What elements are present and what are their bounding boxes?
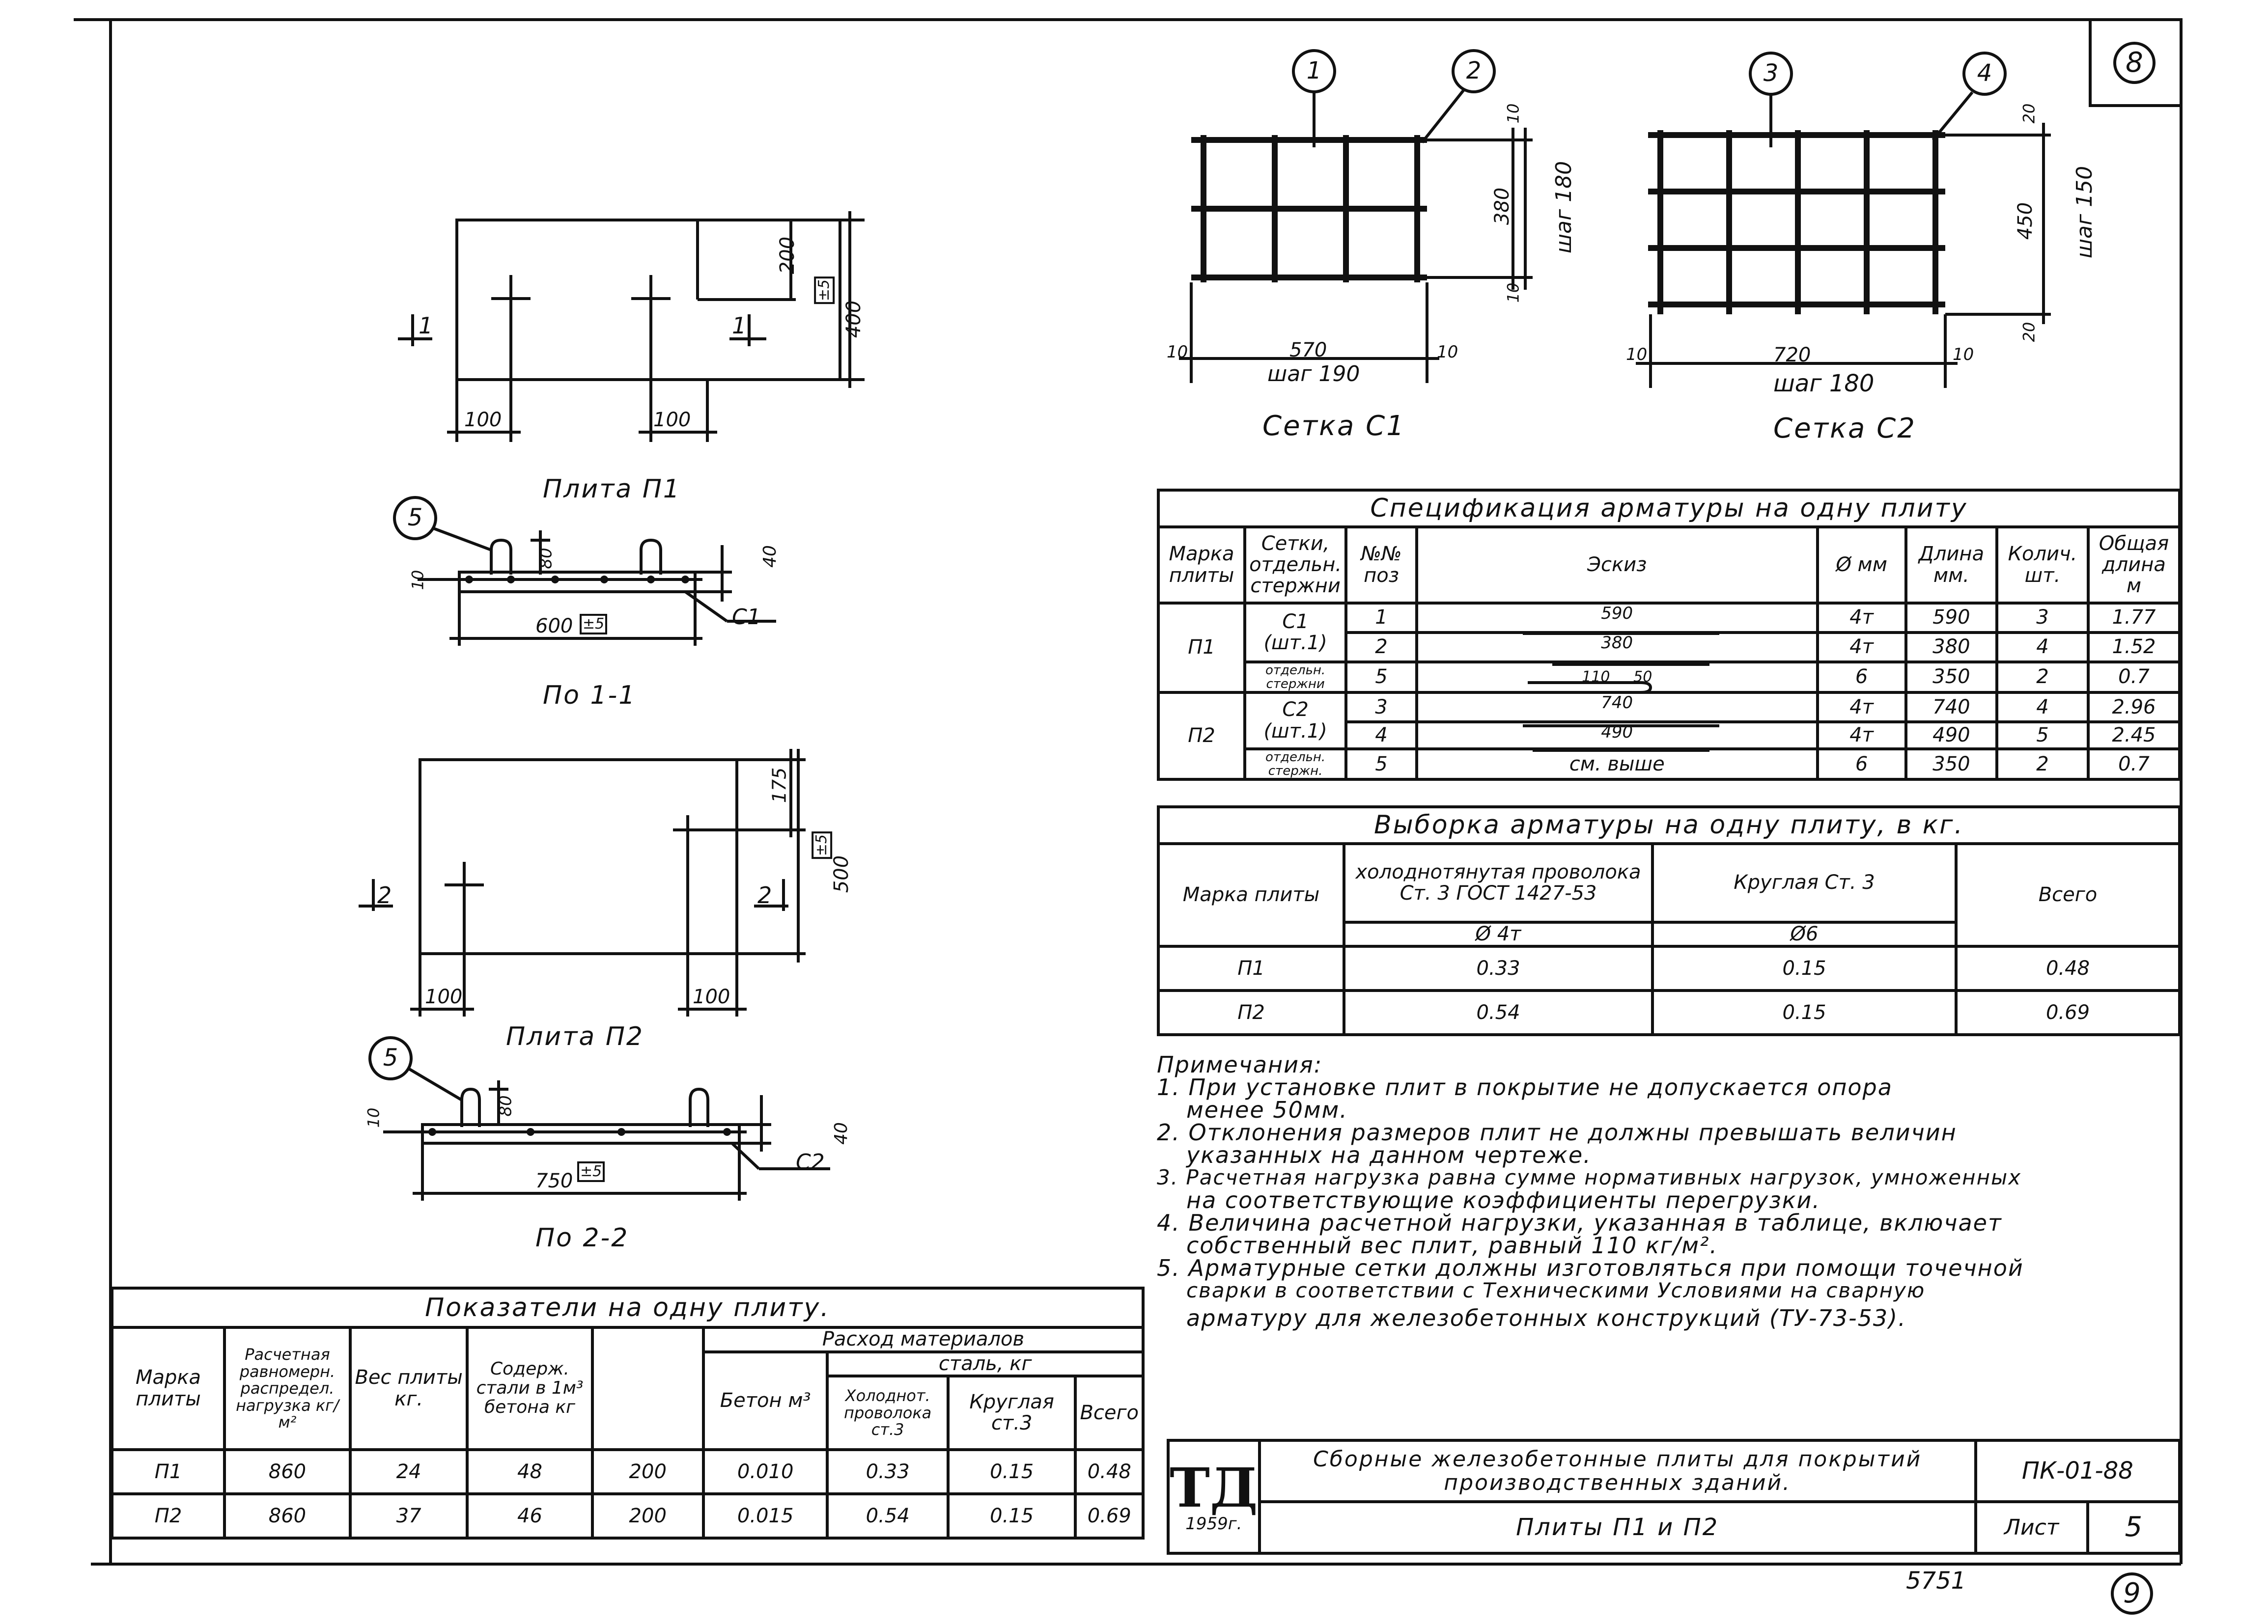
selection-wire: 0.33 bbox=[1344, 946, 1652, 991]
ind-total: 0.69 bbox=[1075, 1494, 1143, 1538]
note-line: сварки в соответствии с Техническими Условиями на сварную bbox=[1186, 1278, 1926, 1302]
ind-total: 0.48 bbox=[1075, 1450, 1143, 1494]
spec-sketch bbox=[1417, 662, 1818, 692]
title-sheet-number: 5 bbox=[2088, 1502, 2180, 1553]
stamp-number: 5751 bbox=[1906, 1567, 1966, 1595]
spec-qty: 2 bbox=[1997, 749, 2088, 779]
section-mark-right: 1 bbox=[732, 312, 747, 339]
note-line: 5. Арматурные сетки должны изготовляться при помощи точечной bbox=[1157, 1255, 2024, 1281]
spec-total: 0.7 bbox=[2088, 749, 2180, 779]
spec-len: 350 bbox=[1906, 662, 1997, 692]
ind-h-steel: Содерж. стали в 1м³ бетона кг bbox=[467, 1327, 592, 1450]
title-sheet-label: Лист bbox=[1976, 1502, 2088, 1553]
spec-dia: 4т bbox=[1818, 603, 1906, 633]
dim-750-tolerance: ±5 bbox=[577, 1161, 605, 1182]
spec-total: 1.52 bbox=[2088, 633, 2180, 662]
dim-100-right-2: 100 bbox=[693, 986, 730, 1008]
title-logo: ТД bbox=[1170, 1456, 1258, 1519]
section-mark-right-2: 2 bbox=[757, 882, 772, 908]
spec-qty: 5 bbox=[1997, 722, 2088, 749]
selection-h-mark: Марка плиты bbox=[1158, 844, 1344, 946]
ind-h-wire: Холоднот. проволока ст.3 bbox=[827, 1376, 948, 1450]
ind-h-mark: Марка плиты bbox=[112, 1327, 224, 1450]
dim-40: 40 bbox=[759, 545, 780, 568]
bottom-page-number: 9 bbox=[2123, 1577, 2141, 1609]
notes-block bbox=[1157, 1053, 2024, 1329]
mesh1-dim-570: 570 bbox=[1289, 339, 1327, 361]
table-row bbox=[1158, 749, 2180, 779]
spec-mark: П1 bbox=[1158, 603, 1245, 692]
selection-h-total: Всего bbox=[1956, 844, 2180, 946]
mesh1-step-x: шаг 190 bbox=[1267, 361, 1360, 386]
selection-h-wire: холоднотянутая проволока Ст. 3 ГОСТ 1427-53 bbox=[1344, 844, 1652, 922]
mesh1-step-y: шаг 180 bbox=[1551, 161, 1577, 254]
ind-load: 860 bbox=[224, 1450, 350, 1494]
ind-steel: 48 bbox=[467, 1450, 592, 1494]
notes-title: Примечания: bbox=[1157, 1051, 1323, 1078]
selection-round: 0.15 bbox=[1652, 946, 1956, 991]
spec-sketch: 590 bbox=[1417, 603, 1818, 633]
ind-steel: 46 bbox=[467, 1494, 592, 1538]
dim-200: 200 bbox=[776, 236, 799, 275]
spec-len: 740 bbox=[1906, 692, 1997, 722]
mesh2-dim-450: 450 bbox=[2014, 202, 2037, 240]
dim-400: 400 bbox=[842, 300, 866, 338]
spec-total: 2.96 bbox=[2088, 692, 2180, 722]
spec-sketch: 740 bbox=[1417, 692, 1818, 722]
spec-dia: 4т bbox=[1818, 722, 1906, 749]
item-bubble-5: 5 bbox=[407, 504, 423, 531]
section-1-caption: По 1-1 bbox=[543, 681, 637, 710]
dim-10-b: 10 bbox=[364, 1107, 383, 1128]
spec-total: 1.77 bbox=[2088, 603, 2180, 633]
plate1-caption: Плита П1 bbox=[543, 474, 681, 504]
spec-dia: 4т bbox=[1818, 633, 1906, 662]
spec-dia: 6 bbox=[1818, 662, 1906, 692]
spec-h-group: Сетки, отдельн. стержни bbox=[1245, 527, 1346, 603]
spec-pos: 4 bbox=[1346, 722, 1417, 749]
mesh-bubble-2: 2 bbox=[1466, 57, 1482, 84]
spec-h-qty: Колич. шт. bbox=[1997, 527, 2088, 603]
dim-500: 500 bbox=[830, 855, 853, 893]
spec-sketch: 490 bbox=[1417, 722, 1818, 749]
spec-sketch-50: 50 bbox=[1633, 668, 1652, 686]
spec-title: Спецификация арматуры на одну плиту bbox=[1158, 490, 2180, 527]
spec-group: С1 (шт.1) bbox=[1245, 603, 1346, 662]
spec-h-pos: №№ поз bbox=[1346, 527, 1417, 603]
dim-80: 80 bbox=[536, 548, 556, 569]
section-mark-left: 1 bbox=[419, 312, 433, 339]
spec-pos: 3 bbox=[1346, 692, 1417, 722]
spec-h-dia: Ø мм bbox=[1818, 527, 1906, 603]
ind-weight: 37 bbox=[350, 1494, 468, 1538]
title-main: Сборные железобетонные плиты для покрытий производственных зданий. bbox=[1260, 1440, 1976, 1502]
mesh1-dim-10-top: 10 bbox=[1504, 103, 1523, 124]
mesh1-caption: Сетка С1 bbox=[1262, 410, 1405, 442]
mesh-bubble-4: 4 bbox=[1977, 59, 1992, 87]
dim-600: 600 bbox=[535, 615, 573, 637]
dim-600-tolerance: ±5 bbox=[580, 614, 607, 634]
ind-round: 0.15 bbox=[948, 1494, 1076, 1538]
ind-mark: П1 bbox=[112, 1450, 224, 1494]
dim-175: 175 bbox=[768, 767, 790, 803]
spec-group: С2 (шт.1) bbox=[1245, 692, 1346, 749]
spec-len: 590 bbox=[1906, 603, 1997, 633]
selection-h-round-dia: Ø6 bbox=[1652, 922, 1956, 946]
dim-80-b: 80 bbox=[496, 1095, 516, 1117]
spec-group: отдельн. стержни bbox=[1245, 662, 1346, 692]
mesh2-step-y: шаг 150 bbox=[2072, 165, 2098, 259]
spec-h-sketch: Эскиз bbox=[1417, 527, 1818, 603]
spec-len: 490 bbox=[1906, 722, 1997, 749]
mesh2-caption: Сетка С2 bbox=[1773, 413, 1916, 444]
note-line: 3. Расчетная нагрузка равна сумме нормативных нагрузок, умноженных bbox=[1157, 1165, 2022, 1189]
mesh-bubble-3: 3 bbox=[1763, 59, 1779, 87]
spec-qty: 2 bbox=[1997, 662, 2088, 692]
spec-mark: П2 bbox=[1158, 692, 1245, 779]
spec-total: 2.45 bbox=[2088, 722, 2180, 749]
dim-100-left: 100 bbox=[464, 409, 502, 431]
table-row bbox=[112, 1450, 1143, 1494]
dim-750: 750 bbox=[535, 1170, 573, 1192]
selection-table bbox=[1157, 805, 2181, 1036]
note-line: 2. Отклонения размеров плит не должны превышать величин bbox=[1157, 1119, 1957, 1146]
dim-tolerance-2: ±5 bbox=[812, 831, 832, 859]
dim-100-left-2: 100 bbox=[425, 986, 463, 1008]
sheet-corner-number: 8 bbox=[2126, 47, 2143, 79]
mesh1-dim-380: 380 bbox=[1491, 187, 1514, 225]
spec-pos: 5 bbox=[1346, 662, 1417, 692]
selection-total: 0.69 bbox=[1956, 991, 2180, 1035]
mesh2-dim-10-left: 10 bbox=[1626, 345, 1648, 364]
spec-group: отдельн. стержн. bbox=[1245, 749, 1346, 779]
note-line: 4. Величина расчетной нагрузки, указанная в таблице, включает bbox=[1157, 1210, 2002, 1236]
ind-concrete: 0.015 bbox=[703, 1494, 828, 1538]
spec-pos: 2 bbox=[1346, 633, 1417, 662]
title-logo-cell bbox=[1168, 1440, 1260, 1553]
ind-load: 860 bbox=[224, 1494, 350, 1538]
table-row bbox=[1158, 603, 2180, 633]
ind-grade: 200 bbox=[592, 1494, 703, 1538]
spec-sketch: 380 bbox=[1417, 633, 1818, 662]
ind-wire: 0.33 bbox=[827, 1450, 948, 1494]
note-line: указанных на данном чертеже. bbox=[1186, 1142, 1592, 1168]
mesh-label: С1 bbox=[732, 605, 761, 630]
spec-qty: 4 bbox=[1997, 692, 2088, 722]
ind-h-concrete: Бетон м³ bbox=[703, 1352, 828, 1450]
spec-qty: 4 bbox=[1997, 633, 2088, 662]
title-code: ПК-01-88 bbox=[1976, 1440, 2180, 1502]
note-line: собственный вес плит, равный 110 кг/м². bbox=[1186, 1232, 1718, 1259]
spec-h-total: Общая длина м bbox=[2088, 527, 2180, 603]
table-row bbox=[1158, 692, 2180, 722]
ind-h-steel-kg: сталь, кг bbox=[827, 1352, 1143, 1376]
ind-h-grade bbox=[592, 1327, 703, 1450]
dim-tolerance: ±5 bbox=[814, 276, 835, 304]
dim-100-right: 100 bbox=[653, 409, 691, 431]
ind-h-total: Всего bbox=[1075, 1376, 1143, 1450]
spec-sketch-110: 110 bbox=[1582, 668, 1610, 686]
spec-h-mark: Марка плиты bbox=[1158, 527, 1245, 603]
ind-h-weight: Вес плиты кг. bbox=[350, 1327, 468, 1450]
title-block bbox=[1167, 1439, 2181, 1555]
spec-pos: 1 bbox=[1346, 603, 1417, 633]
ind-grade: 200 bbox=[592, 1450, 703, 1494]
section-mark-left-2: 2 bbox=[377, 882, 392, 908]
ind-weight: 24 bbox=[350, 1450, 468, 1494]
selection-total: 0.48 bbox=[1956, 946, 2180, 991]
selection-h-wire-dia: Ø 4т bbox=[1344, 922, 1652, 946]
table-row bbox=[1158, 946, 2180, 991]
mesh1-dim-10-left: 10 bbox=[1167, 342, 1188, 362]
spec-dia: 6 bbox=[1818, 749, 1906, 779]
spec-h-len: Длина мм. bbox=[1906, 527, 1997, 603]
title-year: 1959г. bbox=[1185, 1514, 1242, 1534]
plate2-caption: Плита П2 bbox=[506, 1022, 644, 1051]
indicators-table bbox=[111, 1287, 1145, 1540]
mesh2-dim-20-bottom: 20 bbox=[2019, 322, 2039, 342]
mesh1-dim-10-bottom: 10 bbox=[1504, 282, 1523, 303]
section-2-caption: По 2-2 bbox=[535, 1223, 629, 1253]
spec-dia: 4т bbox=[1818, 692, 1906, 722]
spec-total: 0.7 bbox=[2088, 662, 2180, 692]
ind-h-round: Круглая ст.3 bbox=[948, 1376, 1076, 1450]
mesh-label-2: С2 bbox=[796, 1150, 825, 1175]
mesh2-dim-10-right: 10 bbox=[1953, 345, 1974, 364]
indicators-title: Показатели на одну плиту. bbox=[112, 1288, 1143, 1327]
mesh2-step-x: шаг 180 bbox=[1773, 370, 1875, 397]
dim-10: 10 bbox=[408, 570, 427, 590]
selection-mark: П1 bbox=[1158, 946, 1344, 991]
spec-len: 380 bbox=[1906, 633, 1997, 662]
selection-h-round: Круглая Ст. 3 bbox=[1652, 844, 1956, 922]
table-row bbox=[1158, 991, 2180, 1035]
spec-len: 350 bbox=[1906, 749, 1997, 779]
note-line: 1. При установке плит в покрытие не допускается опора bbox=[1157, 1074, 1893, 1101]
spec-qty: 3 bbox=[1997, 603, 2088, 633]
table-row bbox=[112, 1494, 1143, 1538]
selection-title: Выборка арматуры на одну плиту, в кг. bbox=[1158, 807, 2180, 844]
spec-sketch: см. выше bbox=[1417, 749, 1818, 779]
title-subtitle: Плиты П1 и П2 bbox=[1260, 1502, 1976, 1553]
ind-wire: 0.54 bbox=[827, 1494, 948, 1538]
selection-round: 0.15 bbox=[1652, 991, 1956, 1035]
selection-mark: П2 bbox=[1158, 991, 1344, 1035]
note-line: арматуру для железобетонных конструкций (ТУ-73-53). bbox=[1186, 1305, 1906, 1331]
ind-h-load: Расчетная равномерн. распредел. нагрузка кг/м² bbox=[224, 1327, 350, 1450]
note-line: на соответствующие коэффициенты перегрузки. bbox=[1186, 1187, 1821, 1213]
spec-pos: 5 bbox=[1346, 749, 1417, 779]
spec-table bbox=[1157, 489, 2181, 781]
mesh2-dim-20-top: 20 bbox=[2019, 103, 2039, 124]
note-line: менее 50мм. bbox=[1186, 1097, 1348, 1123]
item-bubble-5b: 5 bbox=[383, 1044, 398, 1072]
ind-concrete: 0.010 bbox=[703, 1450, 828, 1494]
mesh-bubble-1: 1 bbox=[1306, 57, 1322, 84]
mesh2-dim-720: 720 bbox=[1773, 344, 1811, 366]
dim-40-b: 40 bbox=[831, 1122, 851, 1145]
table-row bbox=[1158, 662, 2180, 692]
ind-h-consumption: Расход материалов bbox=[703, 1327, 1143, 1352]
ind-round: 0.15 bbox=[948, 1450, 1076, 1494]
mesh1-dim-10-right: 10 bbox=[1437, 342, 1458, 362]
ind-mark: П2 bbox=[112, 1494, 224, 1538]
selection-wire: 0.54 bbox=[1344, 991, 1652, 1035]
